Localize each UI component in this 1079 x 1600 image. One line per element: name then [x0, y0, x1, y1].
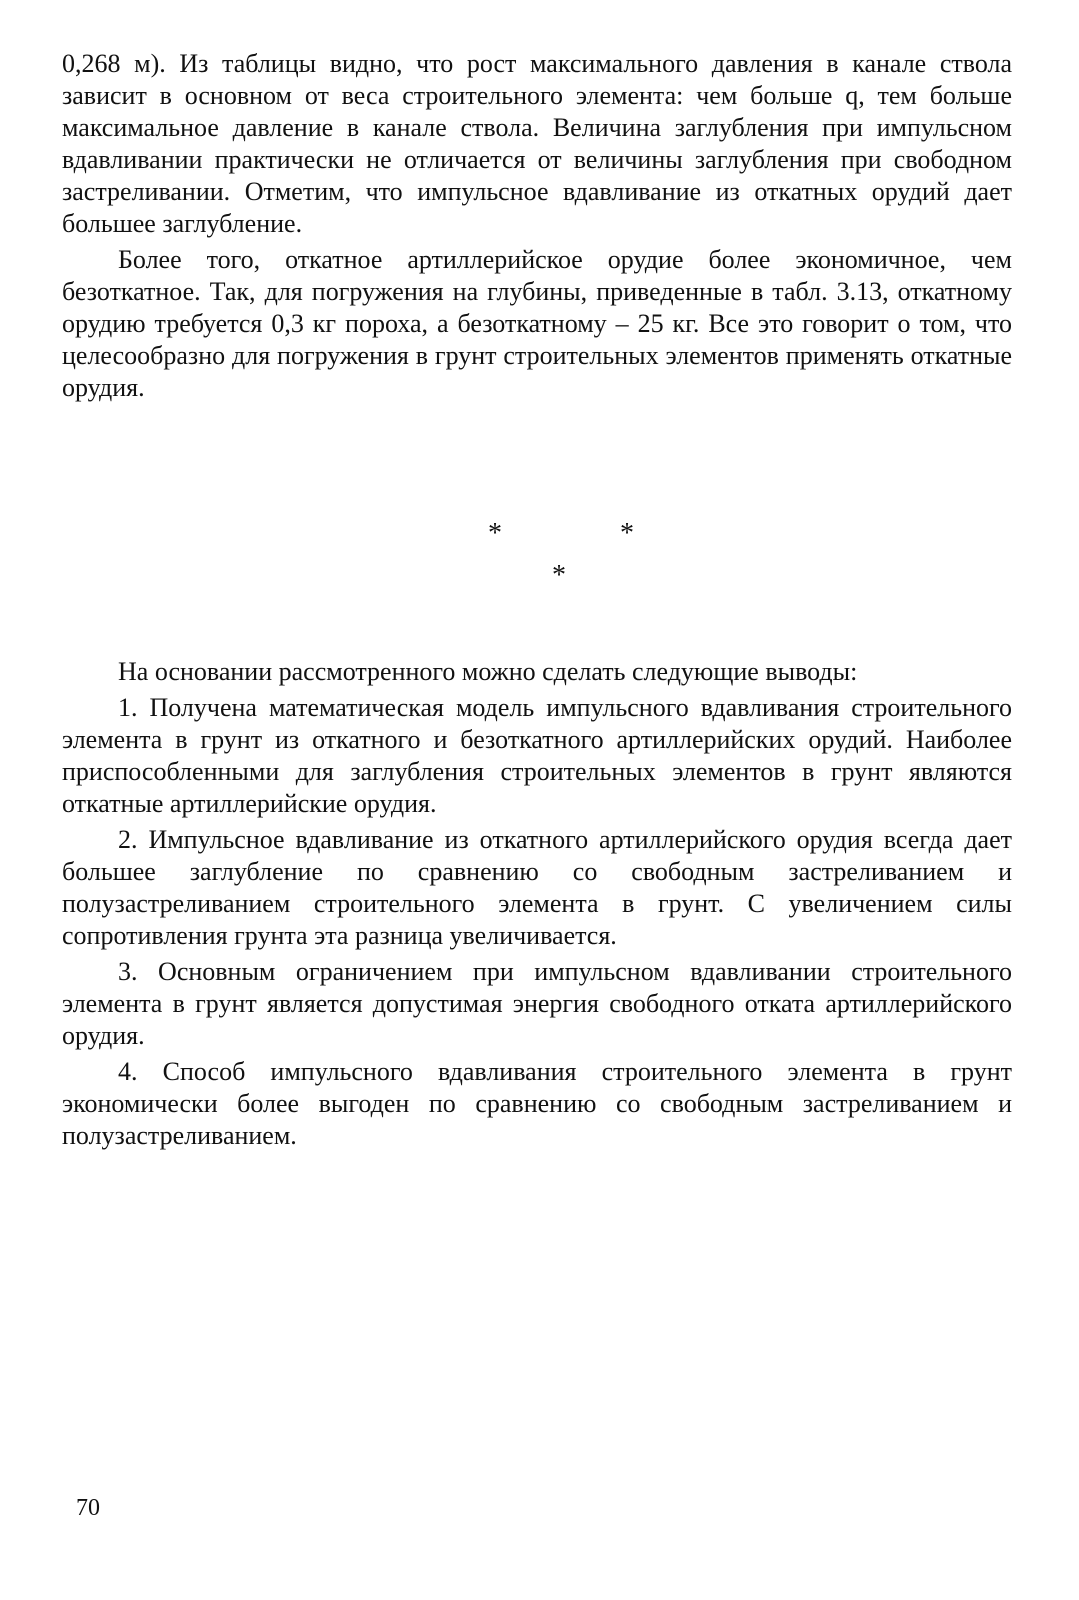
paragraph-economy: Более того, откатное артиллерийское орудие более экономичное, чем безоткатное. Так, для погружения на глубины, приведенные в табл. 3.13, откатному орудию требуется 0,3 кг пороха, а безоткатному – 25 кг. Все это говорит о том, что целесообразно для погружения в грунт строительных элементов применять откатные орудия. [62, 245, 1012, 402]
asterisk-bottom: * [552, 560, 566, 591]
asterisk-left: * [488, 518, 502, 549]
conclusion-item-2: 2. Импульсное вдавливание из откатного артиллерийского орудия всегда дает большее заглубление по сравнению со свободным застреливанием и полузастреливанием строительного элемента в грунт. С увеличением силы сопротивления грунта эта разница увеличивается. [62, 825, 1012, 950]
section-separator [0, 518, 1079, 598]
asterisk-right: * [620, 518, 634, 549]
body-text-top [62, 48, 1012, 404]
conclusion-item-1: 1. Получена математическая модель импульсного вдавливания строительного элемента в грунт из откатного и безоткатного артиллерийских орудий. Наиболее приспособленными для заглубления строительных элементов в грунт являются откатные артиллерийские орудия. [62, 693, 1012, 818]
conclusions-intro: На основании рассмотренного можно сделать следующие выводы: [118, 657, 858, 686]
page-number: 70 [76, 1495, 100, 1521]
conclusions-section [62, 656, 1012, 1152]
paragraph-continuation: 0,268 м). Из таблицы видно, что рост максимального давления в канале ствола зависит в основном от веса строительного элемента: чем больше q, тем больше максимальное давление в канале ствола. Величина заглубления при импульсном вдавливании практически не отличается от величины заглубления при свободном застреливании. Отметим, что импульсное вдавливание из откатных орудий дает большее заглубление. [62, 49, 1012, 238]
conclusion-item-3: 3. Основным ограничением при импульсном вдавливании строительного элемента в грунт является допустимая энергия свободного отката артиллерийского орудия. [62, 957, 1012, 1050]
conclusion-item-4: 4. Способ импульсного вдавливания строительного элемента в грунт экономически более выгоден по сравнению со свободным застреливанием и полузастреливанием. [62, 1057, 1012, 1150]
